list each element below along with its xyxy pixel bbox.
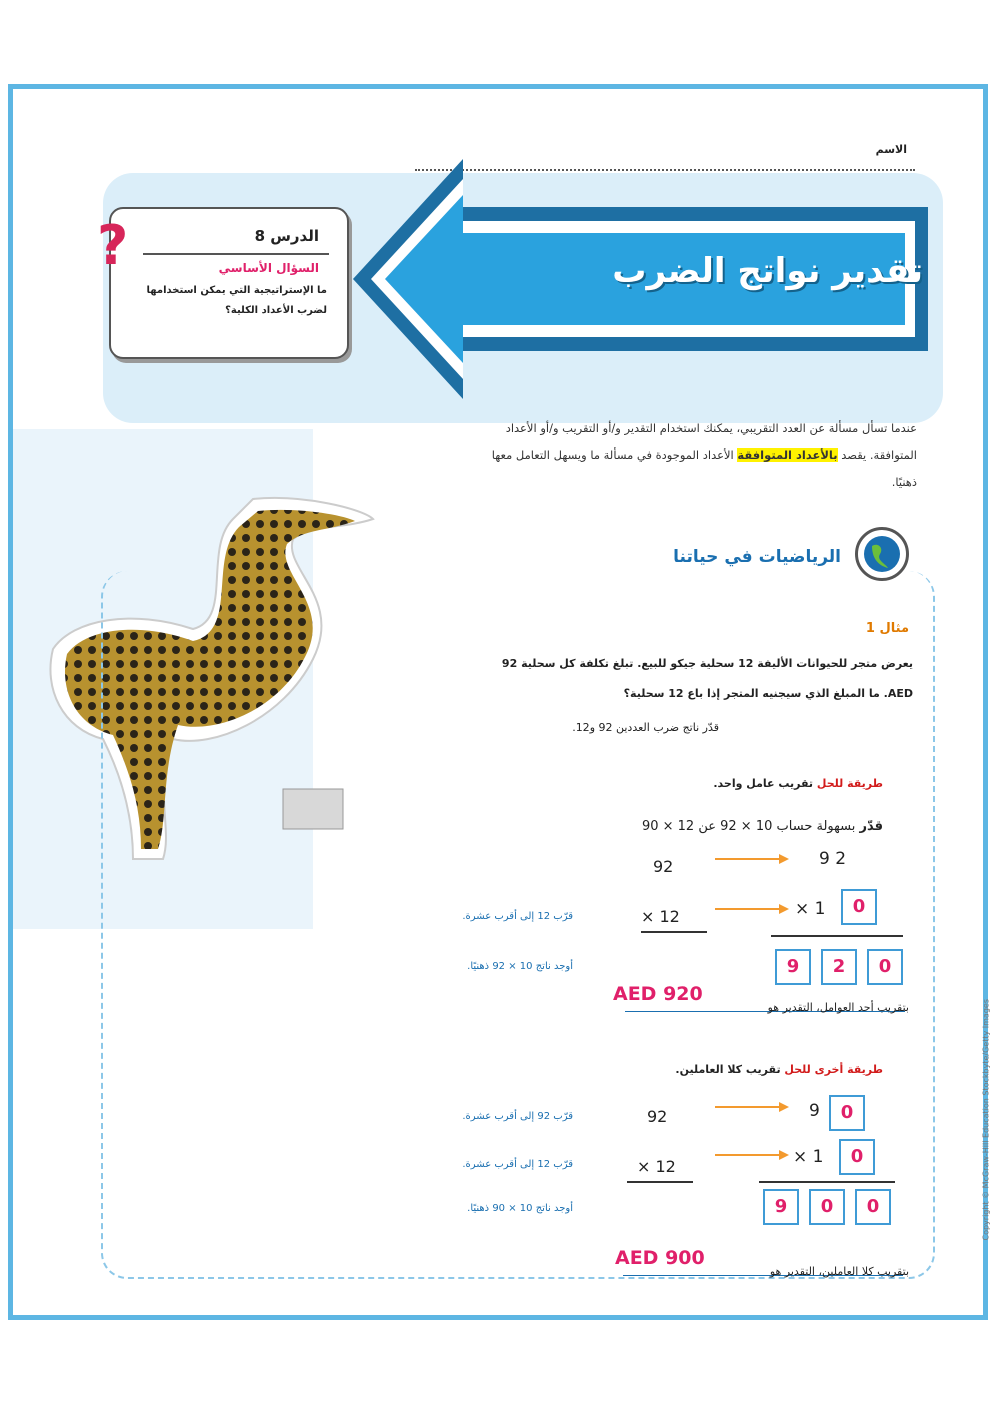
globe-drawing (858, 530, 906, 578)
way2-right-top-digit: 9 (809, 1101, 820, 1121)
way2-desc: تقريب كلا العاملين. (675, 1063, 781, 1076)
way2-arrows (713, 1097, 793, 1167)
way2-label: طريقة أخرى للحل (784, 1063, 883, 1076)
way1-left-rule (641, 931, 707, 933)
way2-left-rule (627, 1181, 693, 1183)
intro-text-part1: عندما تسأل مسألة عن العدد التقريبي، يمكنك استخدام التقدير و/أو التقريب و/أو الأعداد المتوافقة. يقصد (505, 421, 917, 462)
way2-bottom-number: × 12 (637, 1157, 676, 1176)
page-frame (8, 84, 988, 1320)
way2-result-box-tens: 0 (809, 1189, 845, 1225)
way2-result-box-ones: 0 (855, 1189, 891, 1225)
lesson-title: تقدير نواتج الضرب (612, 251, 923, 291)
way1-multiplier-box: 0 (841, 889, 877, 925)
way2-note3: أوجد ناتج 10 × 90 ذهنيًا. (467, 1203, 573, 1214)
way1-note2: أوجد ناتج 10 × 92 ذهنيًا. (467, 961, 573, 972)
way1-estimate-line (642, 819, 883, 834)
way2-result-box-hundreds: 9 (763, 1189, 799, 1225)
section-title: الرياضيات في حياتنا (673, 547, 841, 567)
question-mark-icon: ? (97, 214, 129, 277)
way1-estimate-text: بسهولة حساب 10 × 92 عن 12 × 90 (641, 819, 856, 834)
way1-note1: قرّب 12 إلى أقرب عشرة. (462, 911, 573, 922)
way2-note2: قرّب 12 إلى أقرب عشرة. (462, 1159, 573, 1170)
problem-text: يعرض متجر للحيوانات الأليفة 12 سحلية جيكو للبيع. تبلغ تكلفة كل سحلية 92 AED. ما المبلغ الذي سيجنيه المتجر إذا باع 12 سحلية؟ (501, 657, 913, 700)
intro-paragraph (477, 415, 917, 496)
way2-top-box: 0 (829, 1095, 865, 1131)
way2-answer: AED 900 (615, 1247, 705, 1269)
way1-label: طريقة للحل (816, 777, 883, 790)
way1-heading (713, 777, 883, 790)
way1-right-rule (771, 935, 903, 937)
way2-note1: قرّب 92 إلى أقرب عشرة. (462, 1111, 573, 1122)
way1-arrows (713, 849, 793, 919)
intro-text-part2: الأعداد الموجودة في مسألة ما ويسهل التعامل معها ذهنيًا. (491, 448, 917, 489)
estimate-prompt: قدّر ناتج ضرب العددين 92 و12. (572, 721, 719, 734)
way1-bottom-number: × 12 (641, 907, 680, 926)
way1-result-box-tens: 2 (821, 949, 857, 985)
way1-conclusion: بتقريب أحد العوامل، التقدير هو (767, 1001, 909, 1014)
essential-question: ما الإستراتيجية التي يمكن استخدامها لضرب الأعداد الكلية؟ (146, 285, 327, 316)
way1-estimate-bold: قدّر (859, 819, 883, 834)
way2-right-multiplier: × 1 (793, 1147, 824, 1167)
way2-multiplier-box: 0 (839, 1139, 875, 1175)
way1-top-number: 92 (653, 857, 674, 876)
example-label: مثال 1 (865, 621, 909, 636)
way1-answer: AED 920 (613, 983, 703, 1005)
way2-conclusion: بتقريب كلا العاملين، التقدير هو (769, 1265, 909, 1278)
way1-result-box-ones: 0 (867, 949, 903, 985)
way1-result-box-hundreds: 9 (775, 949, 811, 985)
way1-right-top: 9 2 (819, 849, 847, 869)
way2-heading (675, 1063, 883, 1076)
way2-top-number: 92 (647, 1107, 668, 1126)
essential-question-label: السؤال الأساسي (218, 261, 319, 275)
lesson-card (97, 207, 349, 359)
name-label: الاسم (875, 143, 907, 156)
way1-right-multiplier: × 1 (795, 899, 826, 919)
way2-right-rule (759, 1181, 895, 1183)
copyright-credit: Copyright © McGraw-Hill Education Stockbyte/Getty Images (981, 999, 990, 1241)
compatible-numbers-highlight: بالأعداد المتوافقة (737, 448, 838, 462)
way1-desc: تقريب عامل واحد. (713, 777, 814, 790)
lesson-number: الدرس 8 (254, 227, 319, 245)
divider (143, 253, 329, 255)
globe-icon (855, 527, 909, 581)
